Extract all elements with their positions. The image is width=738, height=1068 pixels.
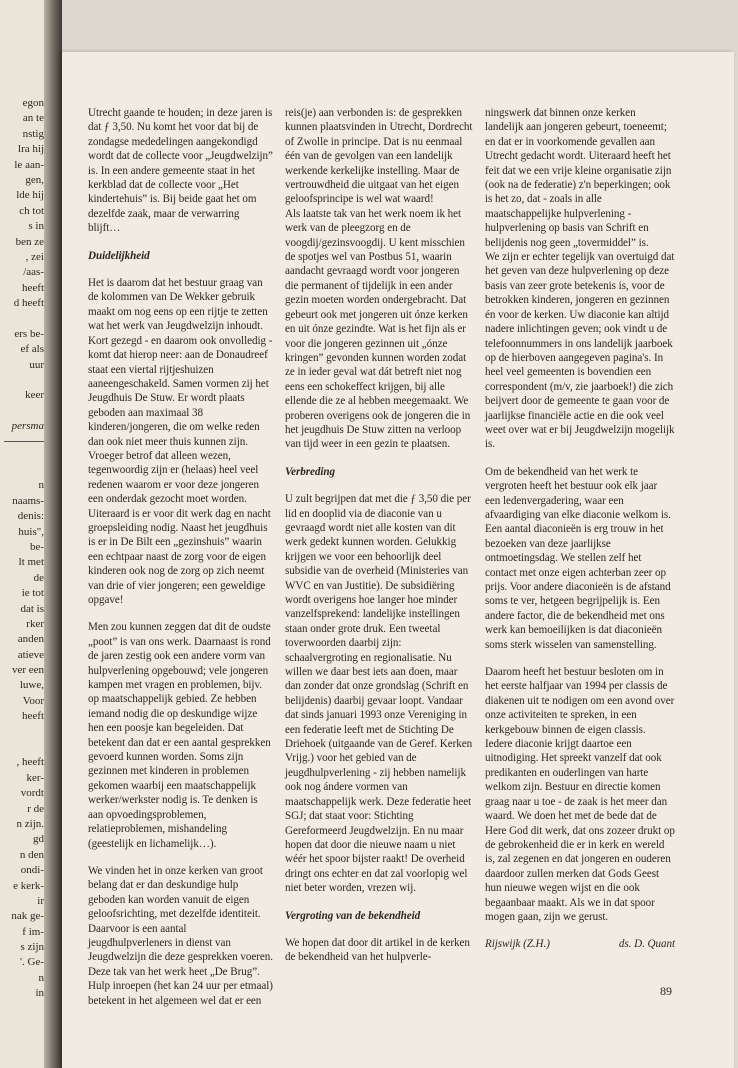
left-page-fragment-line: ir [37,894,44,907]
left-page-fragment-line: luwe, [19,679,44,692]
left-page-text-fragments [0,96,44,1002]
left-page-fragment-line: rker [26,617,44,630]
left-page-fragment-line: r de [27,802,44,815]
paragraph: Het is daarom dat het bestuur graag van de kolommen van De Wekker gebruik maakt om nog eens op een rijtje te zetten wat het werk van Jeugdwelzijn inhoudt. Kort gezegd - en daarom ook onvolledig - komt dat hierop neer: aan de Donaudreef staat een viertal rijtjeshuizen aaneengeschakeld. Samen vormen zij het Jeugdhuis De Stuw. Er wordt plaats geboden aan maximaal 38 kinderen/jongeren, die om welke reden dan ook niet meer thuis kunnen zijn. Vroeger betrof dat alleen wezen, tegenwoordig zijn er (helaas) heel veel redenen waarom er voor deze jongeren een onderdak gezocht moet worden. Uiteraard is er voor dit werk dag en nacht groepsleiding nodig. Naast het jeugdhuis is er in De Bilt een „gezinshuis” waarin een echtpaar naast de zorg voor de eigen kinderen ook nog de zorg op zich neemt van drie of vier jongeren; een geweldige opgave! [88,277,273,606]
left-page-fragment-line [0,404,44,419]
left-page-fragment-line: f im- [22,925,44,938]
left-page-fragment-line: s zijn [20,941,44,954]
left-page-fragment-line: lde hij [16,189,44,202]
left-page-fragment-line: le aan- [14,158,44,171]
left-page-fragment-line: gen, [25,173,44,186]
left-page-fragment-line: n [38,971,44,984]
left-page-edge [0,0,44,1068]
left-page-fragment-line: keer [25,389,44,402]
left-page-fragment-line: ch tot [19,204,44,217]
paragraph: U zult begrijpen dat met die ƒ 3,50 die per lid en dooplid via de diaconie van u gevraagd wordt niet alle kosten van dit werk gedekt kunnen worden. Gelukkig krijgen we voor een behoorlijk deel subsidie van de overheid (Ministeries van WVC en van Justitie). De subsidiëring wordt overigens hoe langer hoe minder vanzelfsprekend: landelijke instellingen staan onder grote druk. Een tweetal toverwoorden daarbij zijn: schaalvergroting en regionalisatie. Nu willen we daar best iets aan doen, maar dan zonder dat onze grondslag (Schrift en belijdenis) daarbij gevaar loopt. Vandaar dat sinds januari 1993 onze Vereniging in een federatie leeft met de Stichting De Driehoek (uitgaande van de Geref. Kerken Vrijg.) voor het gebied van de jeugdhulpverlening - zij hebben namelijk ook nog ándere vormen van maatschappelijk werk. Deze federatie heet SGJ; dat staat voor: Stichting Gereformeerd Jeugdwelzijn. En nu maar hopen dat door die nieuwe naam u niet wéér het spoor bijster raakt! De overheid dringt ons echter en dat zal voorlopig wel niet beter worden, vrezen wij. [285,493,473,895]
paragraph: We vinden het in onze kerken van groot belang dat er dan deskundige hulp geboden kan worden vanuit de eigen geloofsrichting, met dezelfde identiteit. Daarvoor is een aantal jeugdhulpverleners in dienst van Jeugdwelzijn die deze gesprekken voeren. Deze tak van het werk heet „De Brug”. Hulp inroepen (het kan 24 uur per etmaal) betekent in het algemeen wel dat er een [88,864,273,1007]
paragraph: Men zou kunnen zeggen dat dit de oudste „poot” is van ons werk. Daarnaast is rond de jaren zestig ook een andere vorm van hulpverlening opgebouwd; vele jongeren kampen met vragen en problemen, bijv. op maatschappelijk gebied. Ze hebben iemand nodig die op deskundige wijze hen een poosje kan begeleiden. Dat betekent dan dat er een aantal gesprekken gevoerd kunnen worden. Soms zijn gezinnen met kinderen in problemen gekomen waarbij een maatschappelijk werker/werkster nodig is. Te denken is aan opvoedingsproblemen, relatieproblemen, mishandeling (geestelijk en lichamelijk…). [88,621,271,850]
left-page-fragment-line: vordt [20,787,44,800]
book-gutter [44,0,62,1068]
left-page-fragment-line: /aas- [23,266,44,279]
left-page-fragment-line: ben ze [15,235,44,248]
left-page-fragment-line: ie tot [21,587,44,600]
paragraph: We zijn er echter tegelijk van overtuigd dat het geven van deze hulpverlening op deze basis van zeer grote betekenis is, voor de betrokken kinderen, jongeren en gezinnen én voor de kerken. Uw diaconie kan altijd nadere inlichtingen geven; ook vindt u de telefoonnummers in ons landelijk jaarboek op de hierboven aangegeven pagina's. In heel veel gemeenten is bovendien een correspondent (m/v, zie jaarboek!) die zich beijvert door de gemeente te gaan voor de jaarlijkse financiële actie en die ook veel weet over wat er bij Jeugdwelzijn mogelijk is. [485,251,675,451]
left-page-fragment-line: heeft [22,710,44,723]
left-page-fragment-line: n zijn. [16,817,44,830]
left-page-fragment-line: lra hij [18,143,44,156]
left-page-fragment-line: heeft [22,281,44,294]
page-number: 89 [660,984,672,998]
section-heading-verbreding: Verbreding [285,465,336,478]
left-page-fragment-line: denis: [17,510,44,523]
article-column-2 [285,106,475,978]
paragraph: Als laatste tak van het werk noem ik het werk van de pleegzorg en de voogdij/gezinsvoogdij. U kent misschien de spotjes wel van Postbus 51, waarin aandacht gevraagd wordt voor jongeren die permanent of tijdelijk in een ander gezin moeten worden ondergebracht. Dat gebeurt ook met jongeren uit ónze kerken en uit ónze gezindte. Wat is het fijn als er voor die jongeren gezinnen uit „ónze kringen” gevonden kunnen worden zodat ze in ieder geval wat dát betreft niet nog eens een schokeffect krijgen, bij alle ellende die ze al hebben meegemaakt. We proberen overigens ook de jongeren die in het jeugdhuis De Stuw zitten na verloop van tijd weer in een gezin te plaatsen. [285,207,471,451]
left-page-fragment-line: an te [22,112,44,125]
paragraph: Utrecht gaande te houden; in deze jaren is dat ƒ 3,50. Nu komt het voor dat bij de zondagse mededelingen aangekondigd wordt dat de collecte voor „Jeugdwelzijn” is. In een andere gemeente staat in het kerkblad dat de collecte voor „Het kindertehuis” is. Bij beide gaat het om dezelfde zaak, maar de verwarring blijft… [88,107,273,235]
left-page-fragment-line: ers be- [14,327,44,340]
left-page-fragment-line [0,448,44,463]
left-page-fragment-line: s in [28,220,44,233]
paragraph: We hopen dat door dit artikel in de kerken de bekendheid van het hulpverle- [285,936,470,964]
left-page-fragment-line: n den [19,848,44,861]
left-page-fragment-line [0,463,44,478]
left-page-fragment-line: ker- [26,771,44,784]
left-page-fragment-line: in [35,987,44,1000]
left-page-fragment-line [0,725,44,740]
section-heading-vergroting: Vergroting van de bekendheid [285,909,421,922]
paragraph: Om de bekendheid van het werk te vergroten heeft het bestuur ook elk jaar een ledenvergadering, waar een afvaardiging van elke diaconie welkom is. Een aantal diaconieën is erg trouw in het bezoeken van deze jaarlijkse ontmoetingsdag. We stellen zelf het contact met onze eigen achterban zeer op prijs. Voor andere diaconieën is de afstand soms te ver, hetgeen begrijpelijk is. Een andere factor, die de bekendheid met ons werk kan bemoeilijken is dat diaconieën soms sterk wisselen van samenstelling. [485,465,671,651]
left-page-fragment-line: de [33,571,44,584]
left-page-fragment-line [0,311,44,326]
paragraph: reis(je) aan verbonden is: de gesprekken kunnen plaatsvinden in Utrecht, Dordrecht of Zwolle in principe. Dat is nu eenmaal één van de gevolgen van een landelijk werkende kerkelijke instelling. Maar de vertrouwdheid die uitgaat van het eigen geloofsprincipe is wel wat waard! [285,107,473,206]
left-page-fragment-line: ondi- [20,864,44,877]
signature-name: ds. D. Quant [618,938,675,951]
left-page-fragment-line: Voor [22,694,44,707]
section-heading-duidelijkheid: Duidelijkheid [88,249,150,262]
left-page-fragment-line: n [38,479,44,492]
left-page-fragment-line: ef als [20,343,44,356]
left-page-fragment-line: dat is [20,602,44,615]
left-page-fragment-line: ver een [11,664,44,677]
paragraph: Daarom heeft het bestuur besloten om in het eerste halfjaar van 1994 per classis de diakenen uit te nodigen om een avond over onze activiteiten te spreken, in een kerkgebouw binnen de eigen classis. Iedere diaconie krijgt daartoe een uitnodiging. Het spreekt vanzelf dat ook predikanten en ouderlingen van harte welkom zijn. Bestuur en directie komen graag naar u toe - de zaak is het meer dan waard. We doen het met de bede dat de Here God dit werk, dat ons zozeer drukt op de gebrokenheid die er in kerk en wereld is, zal zegenen en dat jongeren en ouderen daardoor zullen merken dat Gods Geest hun nieuwe wegen wijst en die ook begaanbaar maakt. Als we in dat spoor mogen gaan, zijn we gerust. [485,666,675,923]
left-page-fragment-line: gd [33,833,44,846]
left-page-fragment-line: , heeft [16,756,44,769]
article-column-1 [88,106,273,1021]
left-page-fragment-line: naams- [12,494,44,507]
left-page-fragment-line: persma [11,420,44,433]
left-page-fragment-line [0,373,44,388]
left-page-fragment-line: d heeft [13,297,44,310]
left-page-fragment-line: '. Ge- [20,956,44,969]
left-page-fragment-line: , zei [25,250,44,263]
left-page-fragment-line: e kerk- [13,879,44,892]
left-page-fragment-line: nak ge- [11,910,44,923]
signature-line [485,937,675,951]
left-page-fragment-line: nstig [22,127,44,140]
left-page-rule [4,441,44,442]
left-page-fragment-line: lt met [18,556,44,569]
left-page-fragment-line: anden [17,633,44,646]
left-page-fragment-line: be- [29,540,44,553]
left-page-fragment-line: egon [22,97,44,109]
article-column-3 [485,106,675,952]
paragraph: ningswerk dat binnen onze kerken landelijk aan jongeren gebeurt, toeneemt; en dat er in voorkomende gevallen aan Utrecht gedacht wordt. Uiteraard heeft het feit dat we een vrije kleine organisatie zijn (ook na de federatie) z'n beperkingen; ook is het zo, dat - zoals in alle maatschappelijke hulpverlening - hulpverlening op basis van Schrift en belijdenis nog geen „tovermiddel” is. [485,107,672,249]
left-page-fragment-line: huis", [18,525,44,538]
left-page-fragment-line [0,740,44,755]
left-page-fragment-line: uur [29,358,44,371]
left-page-fragment-line: atieve [17,648,44,661]
signature-place: Rijswijk (Z.H.) [485,938,550,951]
